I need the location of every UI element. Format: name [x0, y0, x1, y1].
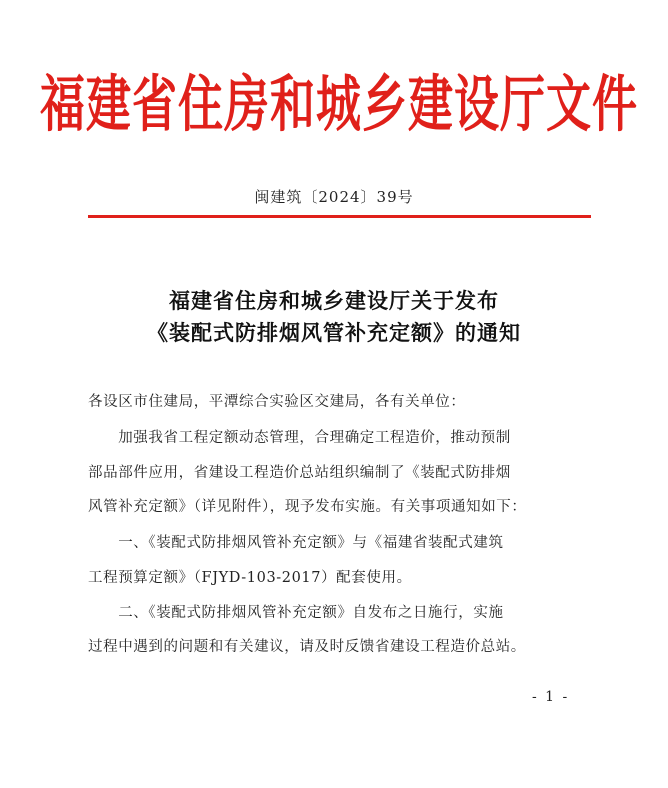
notice-title-line-2: 《装配式防排烟风管补充定额》的通知: [147, 320, 521, 345]
header-red-divider: [88, 215, 591, 218]
issuing-authority-header: 福建省住房和城乡建设厅文件: [40, 68, 639, 140]
body-line: 部品部件应用，省建设工程造价总站组织编制了《装配式防排烟: [88, 465, 511, 481]
body-line: 加强我省工程定额动态管理，合理确定工程造价，推动预制: [88, 430, 511, 446]
notice-title-line-1: 福建省住房和城乡建设厅关于发布: [169, 288, 499, 313]
body-line: 二、《装配式防排烟风管补充定额》自发布之日施行，实施: [88, 605, 504, 621]
body-line: 过程中遇到的问题和有关建议，请及时反馈省建设工程造价总站。: [88, 639, 526, 655]
document-number: 闽建筑〔2024〕39号: [254, 188, 414, 206]
body-line: 一、《装配式防排烟风管补充定额》与《福建省装配式建筑: [88, 535, 504, 551]
salutation: 各设区市住建局，平潭综合实验区交建局，各有关单位：: [88, 394, 466, 410]
body-line: 工程预算定额》（FJYD-103-2017）配套使用。: [88, 570, 412, 586]
body-line: 风管补充定额》（详见附件），现予发布实施。有关事项通知如下：: [88, 499, 527, 515]
page-number: - 1 -: [532, 689, 570, 705]
